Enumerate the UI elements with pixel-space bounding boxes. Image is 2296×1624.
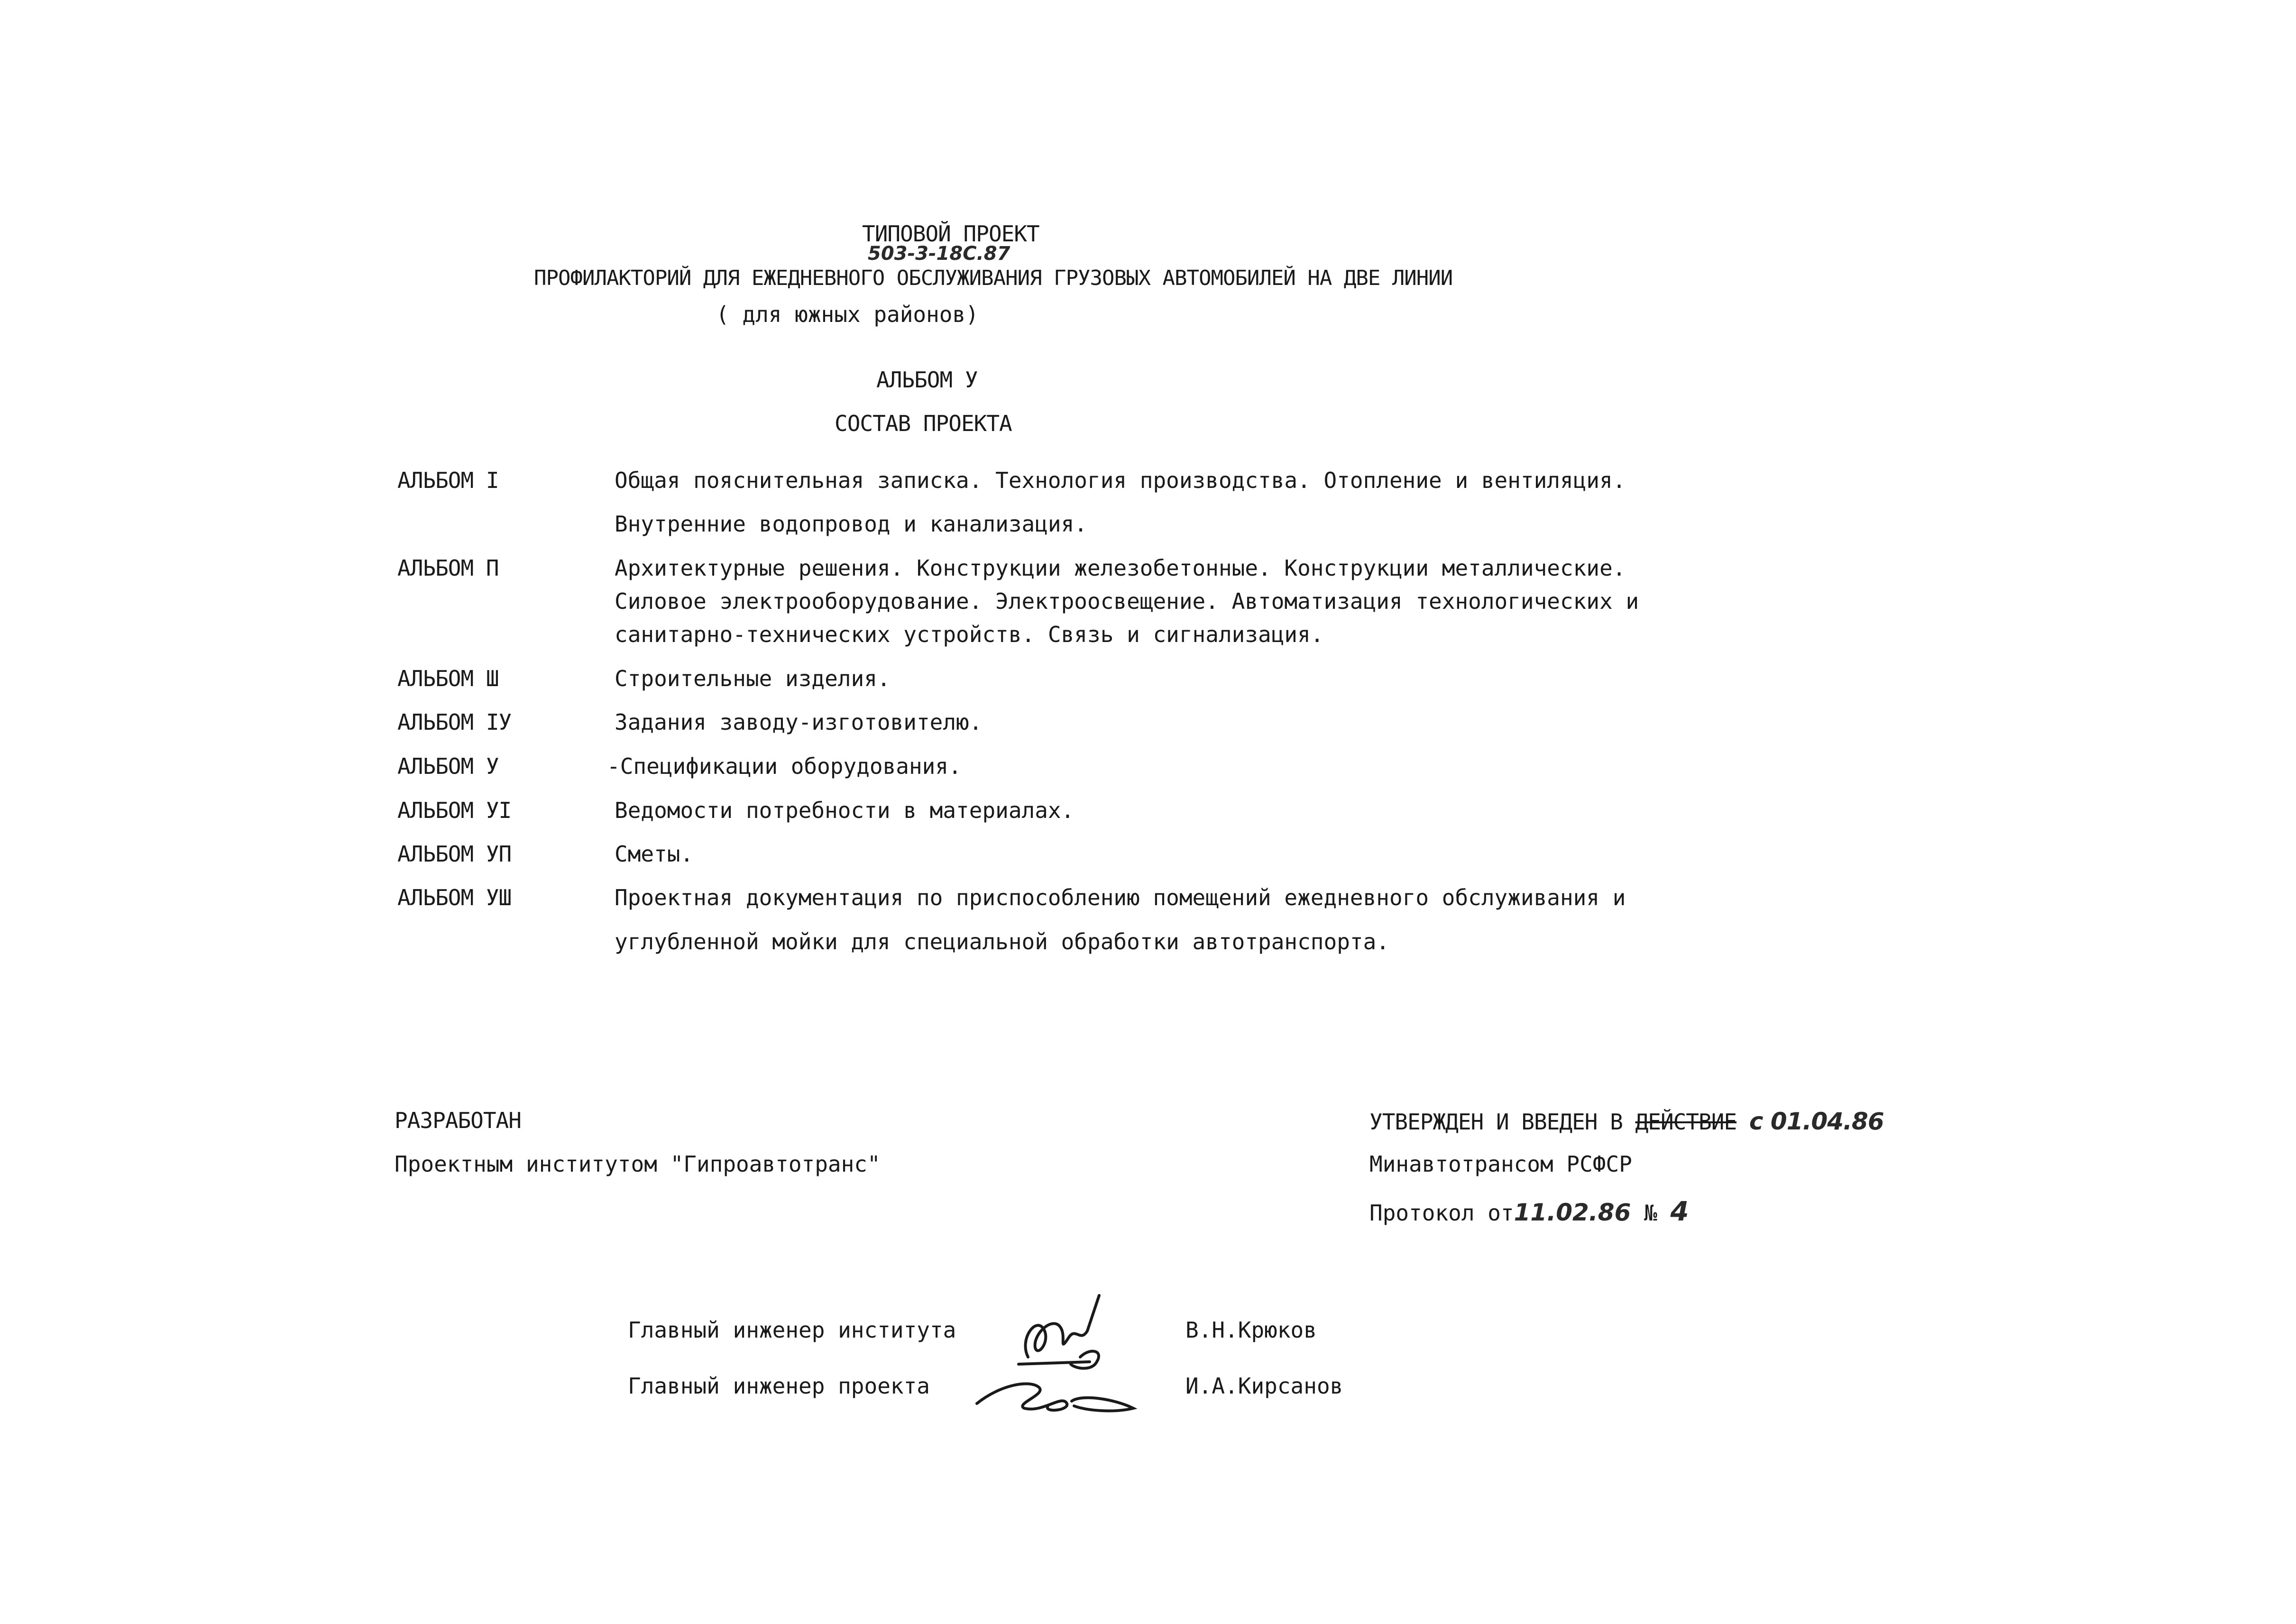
approved-heading [1369,1110,1884,1133]
album-description-line: Силовое электрооборудование. Электроосвещение. Автоматизация технологических и [615,588,1639,614]
album-label: АЛЬБОМ У [397,753,499,779]
protocol-date-handwritten: 11.02.86 [1514,1199,1631,1226]
album-description-line: -Спецификации оборудования. [607,753,962,779]
signatory-role: Главный инженер проекта [628,1373,930,1399]
album-description-line: Архитектурные решения. Конструкции железобетонные. Конструкции металлические. [615,555,1626,581]
approving-ministry: Минавтотрансом РСФСР [1369,1151,1632,1177]
section-title: СОСТАВ ПРОЕКТА [835,411,1012,436]
album-description-line: Ведомости потребности в материалах. [615,798,1075,823]
developed-heading: РАЗРАБОТАН [395,1108,521,1133]
album-description-line: Строительные изделия. [615,666,891,691]
album-label: АЛЬБОМ УП [397,841,512,867]
project-subtitle: ( для южных районов) [716,302,979,327]
album-description-line: Проектная документация по приспособлению помещений ежедневного обслуживания и [615,885,1626,910]
protocol-number-handwritten: 4 [1670,1196,1689,1227]
signatory-name: В.Н.Крюков [1185,1317,1317,1343]
signature-chief-engineer-project [972,1366,1143,1418]
signatory-role: Главный инженер института [628,1317,956,1343]
album-description-line: санитарно-технических устройств. Связь и сигнализация. [615,622,1324,647]
album-description-line: углубленной мойки для специальной обработки автотранспорта. [615,929,1389,954]
approved-date-handwritten: с 01.04.86 [1749,1108,1884,1135]
protocol-number-prefix: № [1644,1200,1657,1226]
album-label: АЛЬБОМ IУ [397,709,512,735]
approved-heading-struck: ДЕЙСТВИЕ [1635,1109,1737,1135]
album-description-line: Задания заводу-изготовителю. [615,709,983,735]
album-description-line: Общая пояснительная записка. Технология производства. Отопление и вентиляция. [615,468,1626,493]
album-description-line: Сметы. [615,841,694,867]
approved-heading-prefix: УТВЕРЖДЕН И ВВЕДЕН В [1369,1109,1623,1135]
album-label: АЛЬБОМ П [397,555,499,581]
signatory-name: И.А.Кирсанов [1185,1373,1343,1399]
album-label: АЛЬБОМ УШ [397,885,512,910]
protocol-line [1369,1196,1689,1227]
album-label: АЛЬБОМ I [397,468,499,493]
project-code: 503-3-18С.87 [868,243,1010,265]
album-label: АЛЬБОМ Ш [397,666,499,691]
album-label: АЛЬБОМ УI [397,798,512,823]
project-title: ПРОФИЛАКТОРИЙ ДЛЯ ЕЖЕДНЕВНОГО ОБСЛУЖИВАНИЯ ГРУЗОВЫХ АВТОМОБИЛЕЙ НА ДВЕ ЛИНИИ [534,266,1453,290]
project-kind: ТИПОВОЙ ПРОЕКТ [862,221,1039,247]
album-description-line: Внутренние водопровод и канализация. [615,511,1087,537]
developed-by: Проектным институтом "Гипроавтотранс" [395,1151,881,1177]
album-number: АЛЬБОМ У [876,367,978,393]
protocol-prefix: Протокол от [1369,1200,1514,1226]
